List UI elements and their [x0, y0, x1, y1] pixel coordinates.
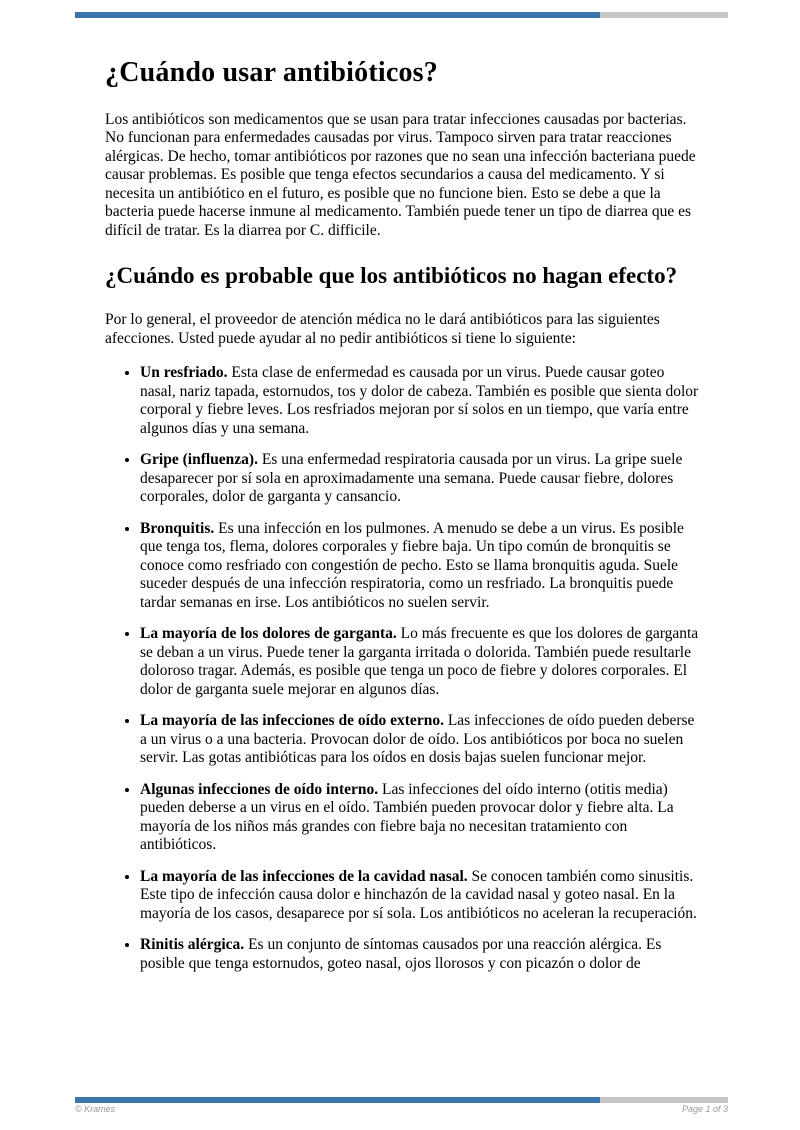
- list-item-lead: Rinitis alérgica.: [140, 936, 245, 954]
- list-item-lead: La mayoría de los dolores de garganta.: [140, 625, 397, 643]
- list-item-text: Es un conjunto de síntomas causados por una reacción alérgica. Es posible que tenga estornudos, goteo nasal, ojos llorosos y con picazón o dolor de: [140, 936, 662, 972]
- list-item-lead: Bronquitis.: [140, 519, 215, 537]
- section-heading: ¿Cuándo es probable que los antibióticos no hagan efecto?: [105, 263, 678, 289]
- footer-rule: [75, 1097, 728, 1103]
- list-item: [140, 451, 703, 507]
- page-footer: [75, 1104, 728, 1114]
- page-number: Page 1 of 3: [681, 1104, 728, 1114]
- list-item-text: Lo más frecuente es que los dolores de garganta se deban a un virus. Puede tener la garganta irritada o dolorida. También puede resultarle doloroso tragar. Además, es posible que tenga un poco de fiebre y dolores corporales. El dolor de garganta suele mejorar en algunos días.: [140, 625, 699, 698]
- list-item-text: Las infecciones del oído interno (otitis media) pueden deberse a un virus en el oído. También pueden provocar dolor y fiebre alta. La mayoría de los niños más grandes con fiebre baja no necesitan tratamiento con antibióticos.: [140, 780, 674, 854]
- footer-rule-accent: [75, 1097, 600, 1103]
- intro-paragraph: Los antibióticos son medicamentos que se usan para tratar infecciones causadas por bacterias. No funcionan para enfermedades causadas por virus. Tampoco sirven para tratar reacciones alérgicas. De hecho, tomar antibióticos por razones que no sean una infección bacteriana puede causar problemas. Es posible que tenga efectos secundarios a causa del medicamento. Y si necesita un antibiótico en el futuro, es posible que no funcione bien. Esto se debe a que la bacteria puede hacerse inmune al medicamento. También puede tener un tipo de diarrea que es difícil de tratar. Es la diarrea por C. difficile.: [105, 110, 696, 239]
- list-item: [140, 364, 703, 438]
- list-item: [140, 520, 703, 613]
- list-item-lead: Gripe (influenza).: [140, 451, 258, 469]
- list-item: [140, 712, 703, 768]
- copyright-text: © Krames: [75, 1104, 116, 1114]
- list-item: [140, 625, 703, 699]
- list-item-text: Es una enfermedad respiratoria causada por un virus. La gripe suele desaparecer por sí sola en aproximadamente una semana. Puede causar fiebre, dolores corporales, dolor de garganta y cansancio.: [140, 451, 683, 506]
- list-item-lead: La mayoría de las infecciones de oído externo.: [140, 712, 444, 730]
- list-item-text: Se conocen también como sinusitis. Este tipo de infección causa dolor e hinchazón de la cavidad nasal y goteo nasal. En la mayoría de los casos, desaparece por sí sola. Los antibióticos no aceleran la recuperación.: [140, 867, 697, 922]
- page-title: ¿Cuándo usar antibióticos?: [105, 57, 438, 88]
- document-body: [105, 0, 703, 1090]
- list-item-lead: La mayoría de las infecciones de la cavidad nasal.: [140, 867, 468, 885]
- list-item: [140, 936, 703, 973]
- section-intro-paragraph: Por lo general, el proveedor de atención médica no le dará antibióticos para las siguientes afecciones. Usted puede ayudar al no pedir antibióticos si tiene lo siguiente:: [105, 311, 660, 347]
- list-item: [140, 781, 703, 855]
- list-item-lead: Algunas infecciones de oído interno.: [140, 780, 379, 798]
- list-item: [140, 868, 703, 924]
- list-item-lead: Un resfriado.: [140, 364, 228, 382]
- list-item-text: Es una infección en los pulmones. A menudo se debe a un virus. Es posible que tenga tos, flema, dolores corporales y fiebre baja. Un tipo común de bronquitis se conoce como resfriado con congestión de pecho. Esto se llama bronquitis aguda. Suele suceder después de una infección respiratoria, como un resfriado. La bronquitis puede tardar semanas en irse. Los antibióticos no suelen servir.: [140, 519, 684, 611]
- list-item-text: Las infecciones de oído pueden deberse a un virus o a una bacteria. Provocan dolor de oído. Los antibióticos por boca no suelen servir. Las gotas antibióticas para los oídos en dosis bajas suelen funcionar mejor.: [140, 712, 695, 767]
- conditions-list: [105, 364, 703, 973]
- list-item-text: Esta clase de enfermedad es causada por un virus. Puede causar goteo nasal, nariz tapada, estornudos, tos y dolor de cabeza. También es posible que sienta dolor corporal y fiebre leves. Los resfriados mejoran por sí solos en un tiempo, que varía entre algunos días y una semana.: [140, 364, 699, 437]
